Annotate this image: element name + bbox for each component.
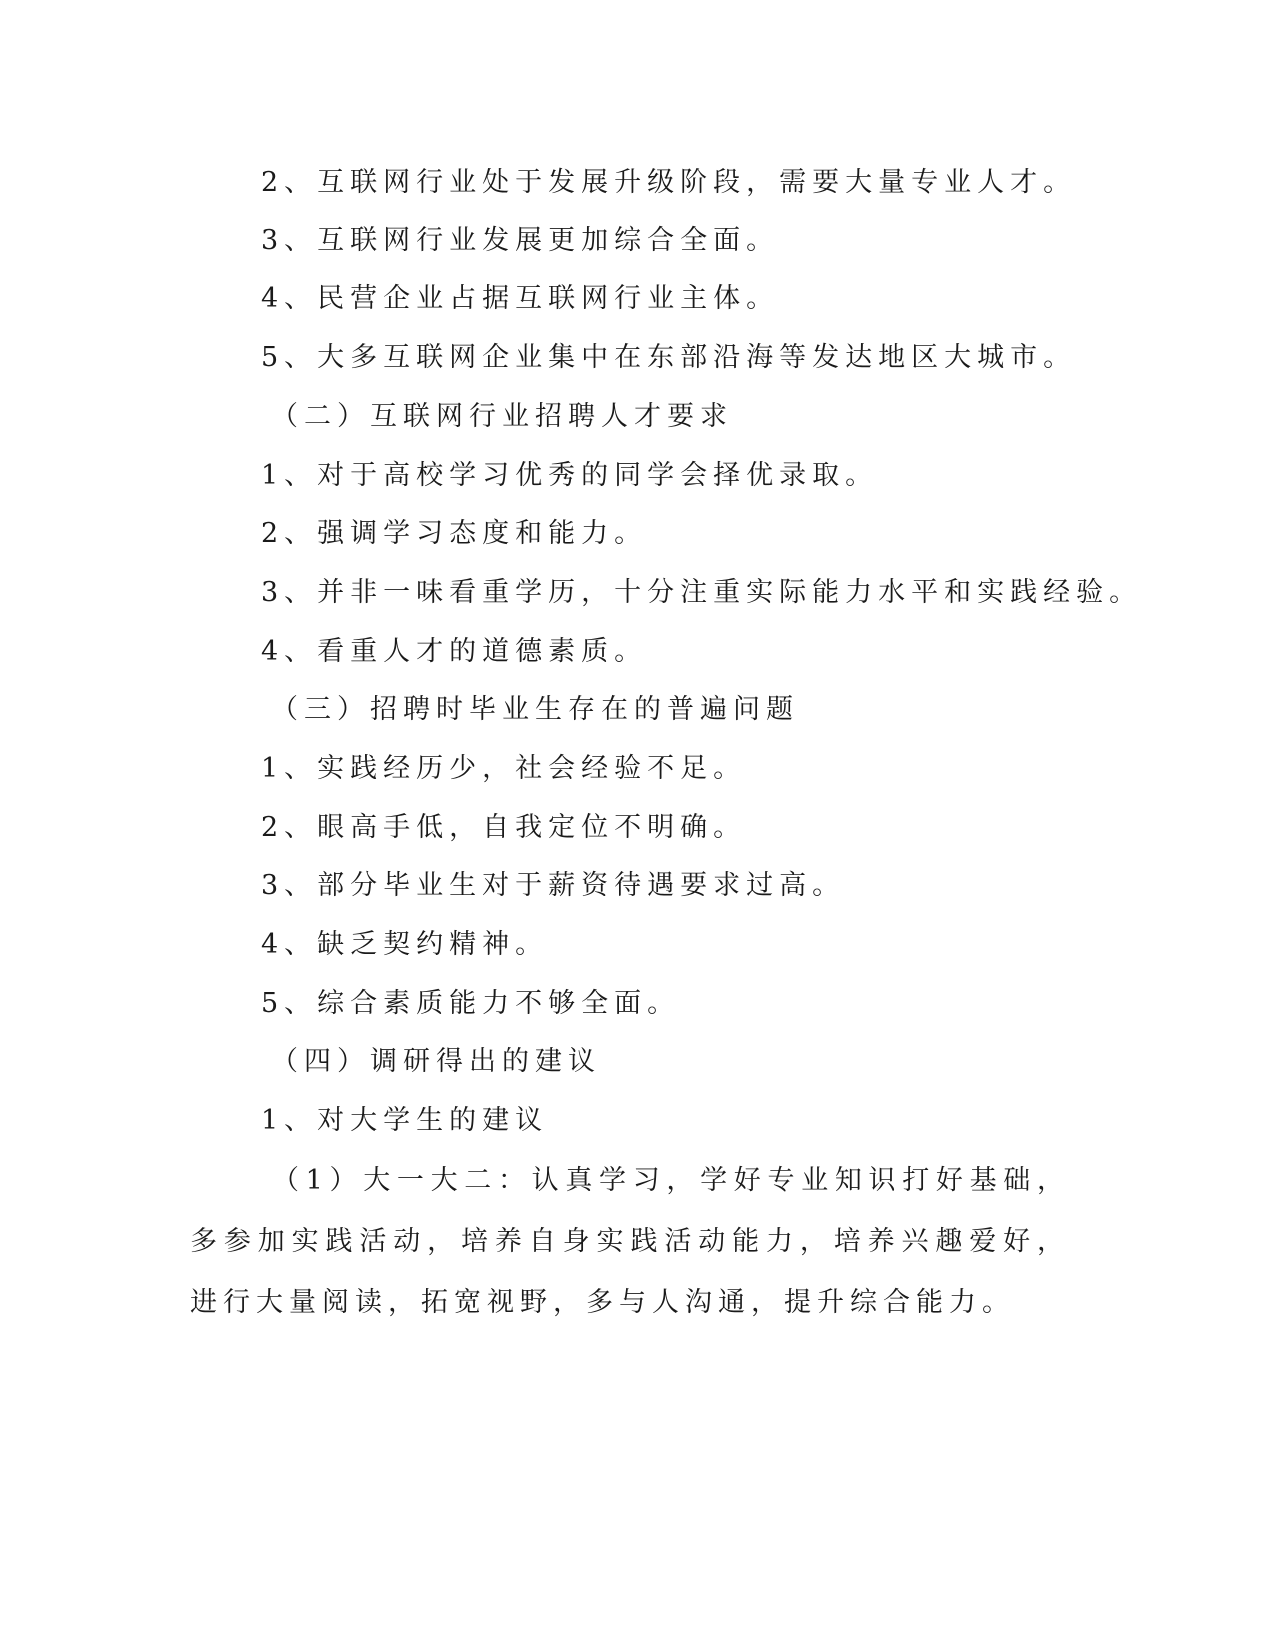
- list-item: 3、并非一味看重学历，十分注重实际能力水平和实践经验。: [261, 577, 1143, 608]
- list-item: 5、大多互联网企业集中在东部沿海等发达地区大城市。: [261, 342, 1077, 373]
- list-item: 2、互联网行业处于发展升级阶段，需要大量专业人才。: [261, 167, 1077, 198]
- section-heading: （三）招聘时毕业生存在的普遍问题: [271, 694, 799, 725]
- sub-heading: 1、对大学生的建议: [261, 1105, 549, 1136]
- list-item: 3、互联网行业发展更加综合全面。: [261, 225, 780, 256]
- section-heading: （二）互联网行业招聘人才要求: [271, 401, 733, 432]
- list-item: 3、部分毕业生对于薪资待遇要求过高。: [261, 870, 846, 901]
- list-item: 2、眼高手低，自我定位不明确。: [261, 812, 747, 843]
- list-item: 1、对于高校学习优秀的同学会择优录取。: [261, 460, 879, 491]
- list-item: 4、民营企业占据互联网行业主体。: [261, 283, 780, 314]
- list-item: 4、缺乏契约精神。: [261, 929, 549, 960]
- body-paragraph: （1）大一大二：认真学习，学好专业知识打好基础，多参加实践活动，培养自身实践活动能力，培养兴趣爱好，进行大量阅读，拓宽视野，多与人沟通，提升综合能力。: [190, 1165, 1070, 1318]
- list-item: 1、实践经历少，社会经验不足。: [261, 753, 747, 784]
- list-item: 4、看重人才的道德素质。: [261, 636, 648, 667]
- list-item: 2、强调学习态度和能力。: [261, 518, 648, 549]
- section-heading: （四）调研得出的建议: [271, 1046, 601, 1077]
- list-item: 5、综合素质能力不够全面。: [261, 988, 681, 1019]
